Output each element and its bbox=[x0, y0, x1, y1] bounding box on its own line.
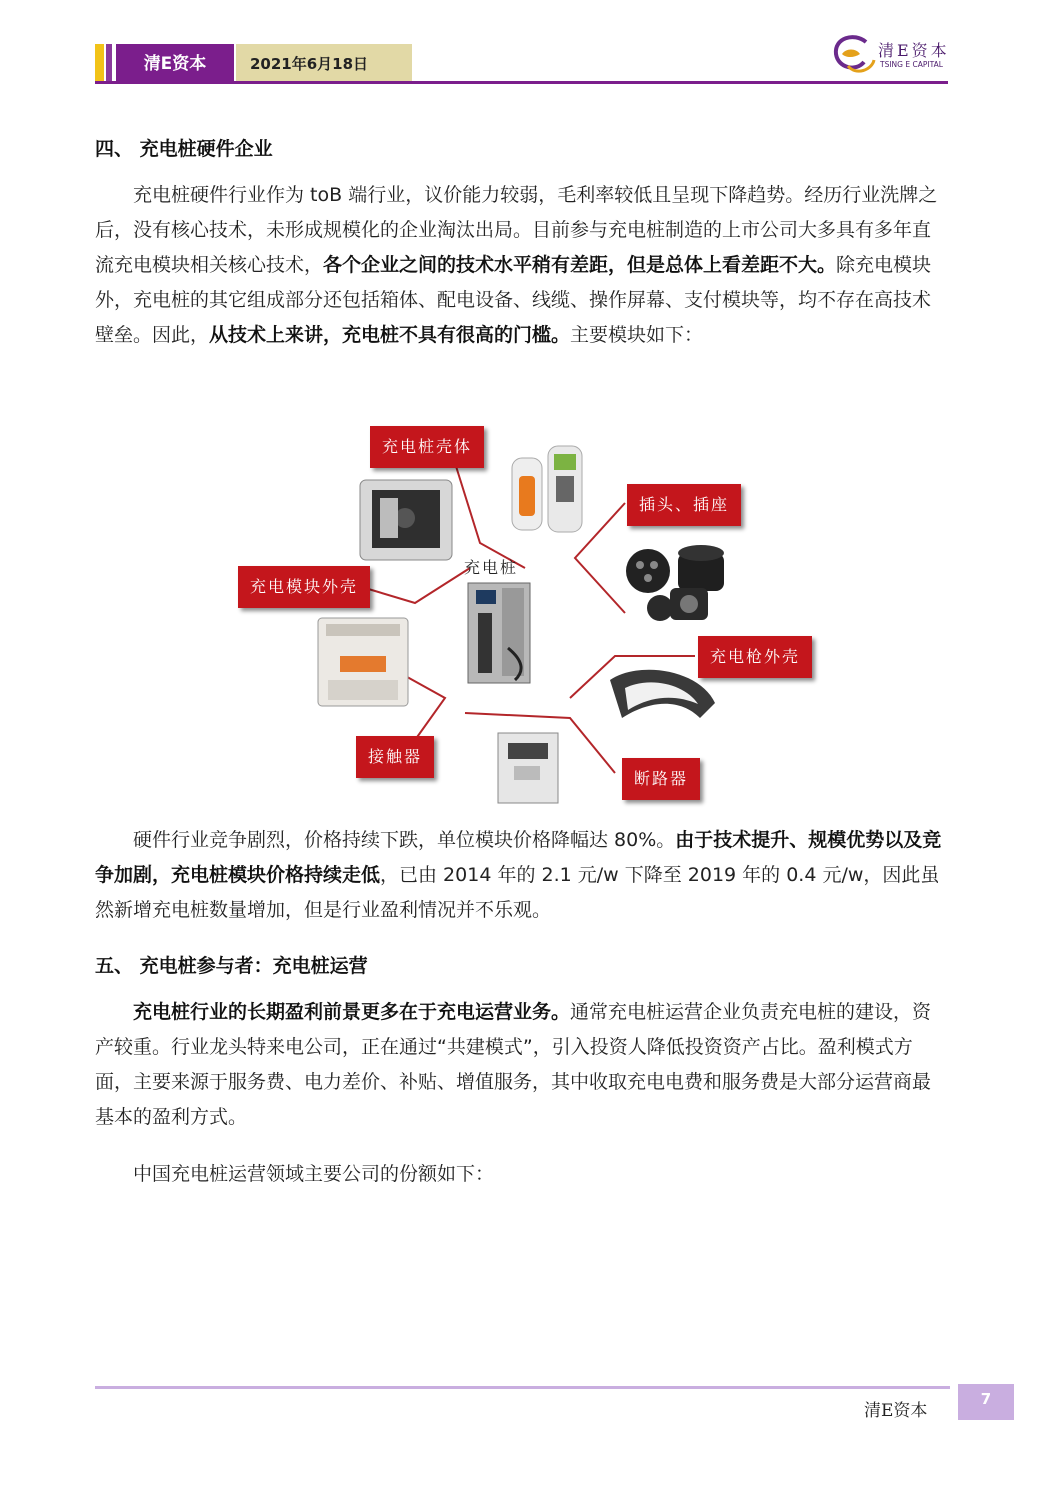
wallbox-image bbox=[360, 480, 452, 560]
emphasized-text: 由于技术提升、规模优势以及竞争加剧，充电桩模块价格持续走低 bbox=[95, 829, 942, 886]
logo-text-cn: 清E资本 bbox=[878, 41, 950, 60]
text-run: 除充电模块外，充电桩的其它组成部分还包括箱体、配电设备、线缆、操作屏幕、支付模块等，均不存在高技术壁垒。因此， bbox=[95, 254, 932, 346]
header-date: 2021年6月18日 bbox=[236, 44, 412, 84]
text-run: 硬件行业竞争剧烈，价格持续下跌，单位模块价格降幅达 80%。 bbox=[133, 829, 676, 851]
section4-paragraph-1 bbox=[95, 178, 948, 353]
company-logo bbox=[828, 32, 952, 78]
page-number: 7 bbox=[958, 1384, 1014, 1420]
section-heading-5: 五、 充电桩参与者：充电桩运营 bbox=[95, 955, 368, 977]
text-run: 主要模块如下： bbox=[570, 324, 704, 346]
figure-center-label: 充电桩 bbox=[464, 558, 519, 577]
text-run: ，已由 2014 年的 2.1 元/w 下降至 2019 年的 0.4 元/w，因此虽然新增充电桩数量增加，但是行业盈利情况并不乐观。 bbox=[95, 864, 940, 921]
label-module-shell: 充电模块外壳 bbox=[238, 566, 370, 608]
label-plug-socket: 插头、插座 bbox=[627, 484, 741, 526]
contactor-image bbox=[318, 618, 408, 706]
section5-paragraph-2: 中国充电桩运营领域主要公司的份额如下： bbox=[133, 1163, 495, 1185]
ac-pillars-image bbox=[512, 446, 582, 532]
plug-socket-image bbox=[626, 545, 724, 621]
label-contactor: 接触器 bbox=[356, 736, 434, 778]
header-accent-purple bbox=[106, 44, 112, 84]
breaker-image bbox=[498, 733, 558, 803]
label-gun-shell: 充电枪外壳 bbox=[698, 636, 812, 678]
connector-module-shell bbox=[365, 568, 470, 603]
header-accent-yellow bbox=[95, 44, 104, 84]
section5-paragraph-1 bbox=[95, 995, 948, 1135]
emphasized-text: 各个企业之间的技术水平稍有差距，但是总体上看差距不大。 bbox=[323, 254, 837, 276]
footer-rule bbox=[95, 1386, 950, 1389]
emphasized-text: 从技术上来讲，充电桩不具有很高的门槛。 bbox=[209, 324, 571, 346]
emphasized-text: 充电桩行业的长期盈利前景更多在于充电运营业务。 bbox=[133, 1001, 571, 1023]
text-run: 通常充电桩运营企业负责充电桩的建设，资产较重。行业龙头特来电公司，正在通过“共建模式”，引入投资人降低投资资产占比。盈利模式方面，主要来源于服务费、电力差价、补贴、增值服务，其中收取充电电费和服务费是大部分运营商最基本的盈利方式。 bbox=[95, 1001, 932, 1128]
section4-paragraph-2 bbox=[95, 823, 948, 928]
header-brand: 清E资本 bbox=[116, 44, 234, 84]
dc-pile-image bbox=[468, 583, 530, 683]
header-rule bbox=[95, 81, 948, 84]
charging-pile-components-figure bbox=[230, 418, 830, 808]
label-pile-shell: 充电桩壳体 bbox=[370, 426, 484, 468]
logo-swirl-icon bbox=[828, 32, 878, 78]
figure-graphics bbox=[230, 418, 830, 808]
text-run: 充电桩硬件行业作为 toB 端行业，议价能力较弱，毛利率较低且呈现下降趋势。经历行业洗牌之后，没有核心技术，未形成规模化的企业淘汰出局。目前参与充电桩制造的上市公司大多具有多年直流充电模块相关核心技术， bbox=[95, 184, 938, 276]
label-breaker: 断路器 bbox=[622, 758, 700, 800]
logo-text-en: TSING E CAPITAL bbox=[880, 60, 943, 69]
section-heading-4: 四、 充电桩硬件企业 bbox=[95, 138, 273, 160]
footer-brand: 清E资本 bbox=[864, 1401, 928, 1421]
